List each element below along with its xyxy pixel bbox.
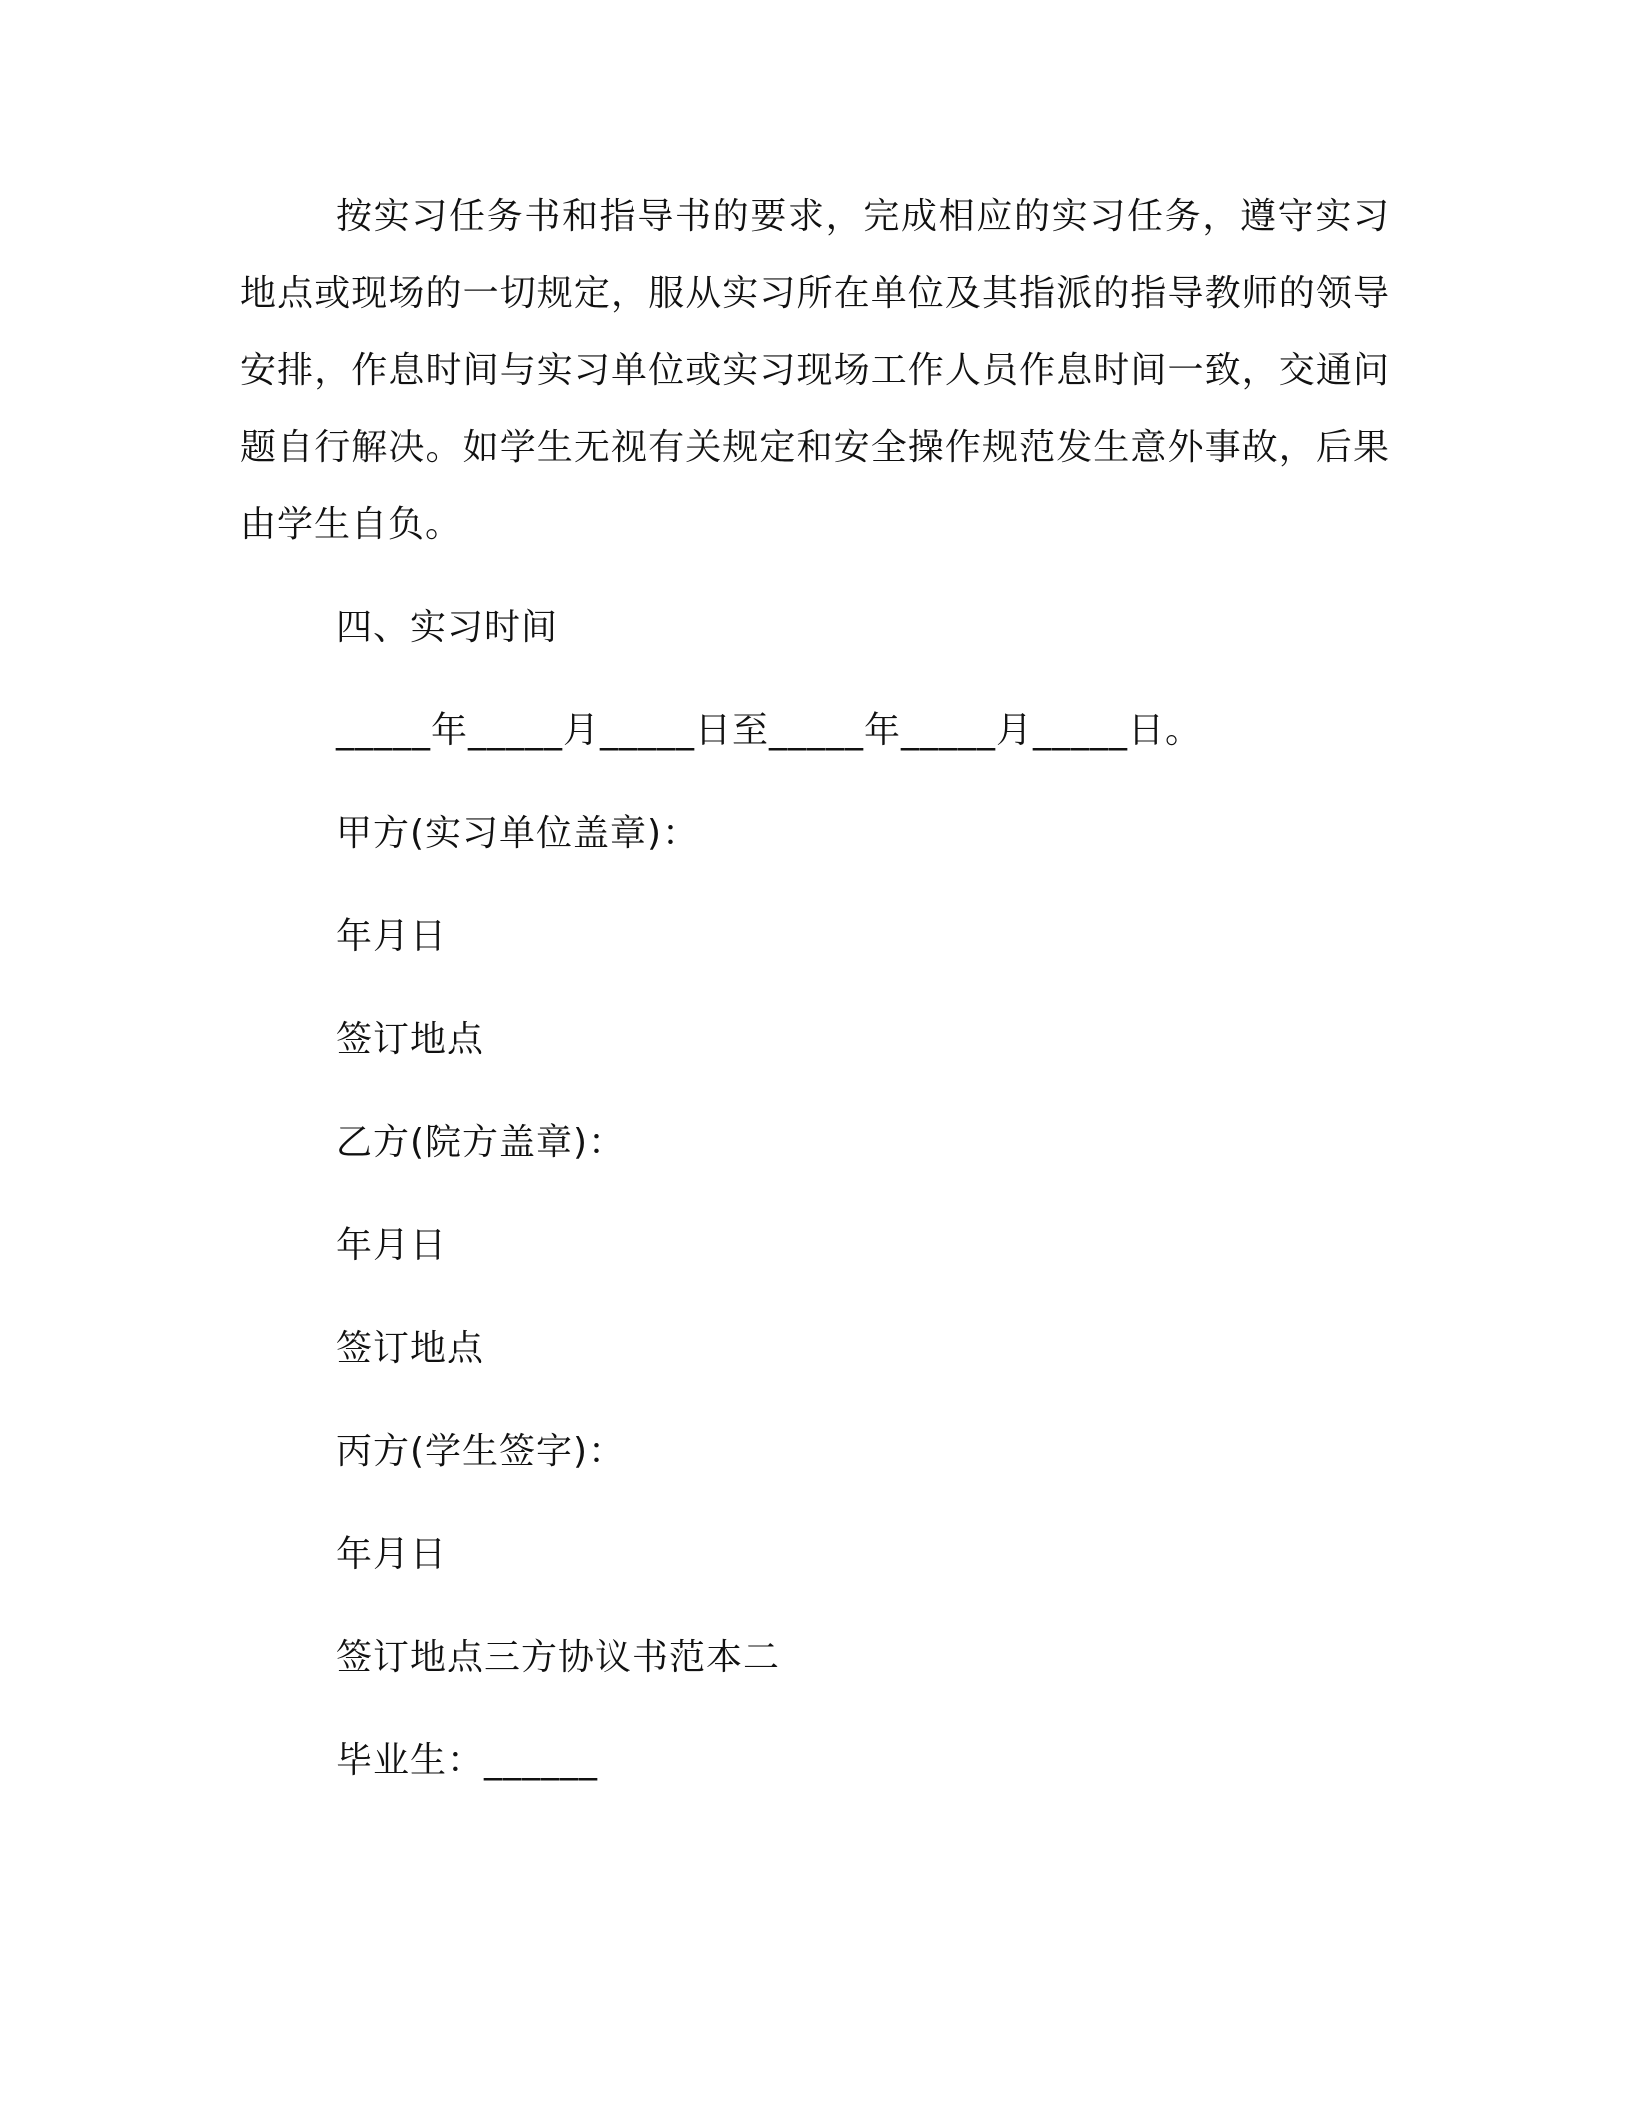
date-range-line: _____年_____月_____日至_____年_____月_____日。: [336, 710, 1203, 751]
party-a-date: 年月日: [336, 916, 448, 957]
section-heading-internship-time: 四、实习时间: [336, 607, 559, 648]
party-b-date: 年月日: [336, 1225, 448, 1266]
party-c-place-and-title: 签订地点三方协议书范本二: [336, 1637, 781, 1678]
party-a-label: 甲方(实习单位盖章)：: [336, 813, 700, 854]
party-b-place: 签订地点: [336, 1328, 485, 1369]
body-paragraph: 按实习任务书和指导书的要求，完成相应的实习任务，遵守实习地点或现场的一切规定，服从实习所在单位及其指派的指导教师的领导安排，作息时间与实习单位或实习现场工作人员作息时间一致，交通问题自行解决。如学生无视有关规定和安全操作规范发生意外事故，后果由学生自负。: [240, 196, 1390, 545]
party-a-place: 签订地点: [336, 1019, 485, 1060]
graduate-field: 毕业生：______: [336, 1740, 599, 1781]
party-c-label: 丙方(学生签字)：: [336, 1431, 626, 1472]
party-b-label: 乙方(院方盖章)：: [336, 1122, 626, 1163]
party-c-date: 年月日: [336, 1534, 448, 1575]
